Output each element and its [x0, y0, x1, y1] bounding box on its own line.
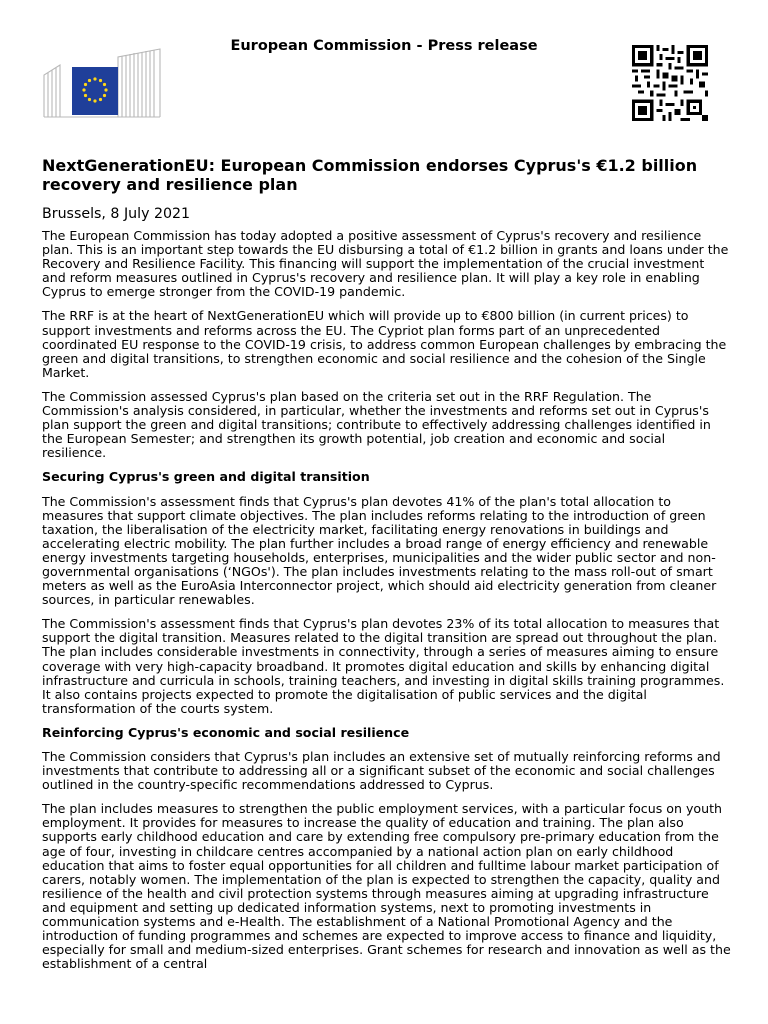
paragraph: The Commission assessed Cyprus's plan based on the criteria set out in the RRF Regulation. The Commission's analysis considered, in particular, whether the investments and reforms set out in Cyprus's plan support the green and digital transitions; contribute to effectively addressing challenges identified in the European Semester; and strengthen its growth potential, job creation and economic and social resilience. — [42, 388, 711, 461]
paragraph: The Commission's assessment finds that Cyprus's plan devotes 23% of its total allocation to measures that support the digital transition. Measures related to the digital transition are spread out throughout the plan. The plan includes considerable investments in connectivity, through a series of measures aiming to ensure coverage with very high-capacity broadband. It promotes digital education and skills by enhancing digital infrastructure and curricula in schools, training teachers, and investing in digital skills training programmes. It also contains projects expected to promote the digitalisation of public services and the digital transformation of the courts system. — [42, 616, 725, 716]
section-heading: Reinforcing Cyprus's economic and social resilience — [42, 724, 410, 740]
section-heading: Securing Cyprus's green and digital transition — [42, 469, 370, 485]
headline: NextGenerationEU: European Commission endorses Cyprus's €1.2 billion recovery and resilience plan — [42, 156, 698, 194]
paragraph: The Commission considers that Cyprus's plan includes an extensive set of mutually reinforcing reforms and investments that contribute to addressing all or a significant subset of the economic and social challenges outlined in the country-specific recommendations addressed to Cyprus. — [42, 749, 721, 793]
article-body — [42, 229, 732, 981]
dateline: Brussels, 8 July 2021 — [42, 206, 191, 222]
eu-commission-logo — [42, 47, 162, 119]
paragraph: The Commission's assessment finds that Cyprus's plan devotes 41% of the plan's total allocation to measures that support climate objectives. The plan includes reforms relating to the introduction of green taxation, the liberalisation of the electricity market, facilitating energy renovations in buildings and accelerating electric mobility. The plan further includes a broad range of energy efficiency and renewable energy investments targeting households, enterprises, municipalities and the wider public sector and non-governmental organisations (‘NGOs'). The plan includes investments relating to the mass roll-out of smart meters as well as the EuroAsia Interconnector project, which should aid electricity generation from cleaner sources, in particular renewables. — [42, 493, 717, 608]
header-title: European Commission - Press release — [230, 38, 538, 54]
paragraph: The RRF is at the heart of NextGenerationEU which will provide up to €800 billion (in current prices) to support investments and reforms across the EU. The Cypriot plan forms part of an unprecedented coordinated EU response to the COVID-19 crisis, to address common European challenges by embracing the green and digital transitions, to strengthen economic and social resilience and the cohesion of the Single Market. — [42, 308, 727, 380]
paragraph: The plan includes measures to strengthen the public employment services, with a particular focus on youth employment. It provides for measures to increase the quality of education and training. The plan also supports early childhood education and care by extending free compulsory pre-primary education from the age of four, investing in childcare centres accompanied by a national action plan on early childhood education that aims to foster equal opportunities for all children and fulltime labour market participation of carers, notably women. The implementation of the plan is expected to strengthen the capacity, quality and resilience of the health and civil protection systems through measures aiming at upgrading infrastructure and equipment and setting up dedicated information systems, next to promoting investments in communication systems and e-Health. The establishment of a National Promotional Agency and the introduction of funding programmes and schemes are expected to improve access to finance and liquidity, especially for small and medium-sized enterprises. Grant schemes for research and innovation as well as the establishment of a central — [42, 801, 731, 972]
qr-code-icon — [630, 45, 710, 121]
paragraph: The European Commission has today adopted a positive assessment of Cyprus's recovery and resilience plan. This is an important step towards the EU disbursing a total of €1.2 billion in grants and loans under the Recovery and Resilience Facility. This financing will support the implementation of the crucial investment and reform measures outlined in Cyprus's recovery and resilience plan. It will play a key role in enabling Cyprus to emerge stronger from the COVID-19 pandemic. — [42, 228, 729, 300]
